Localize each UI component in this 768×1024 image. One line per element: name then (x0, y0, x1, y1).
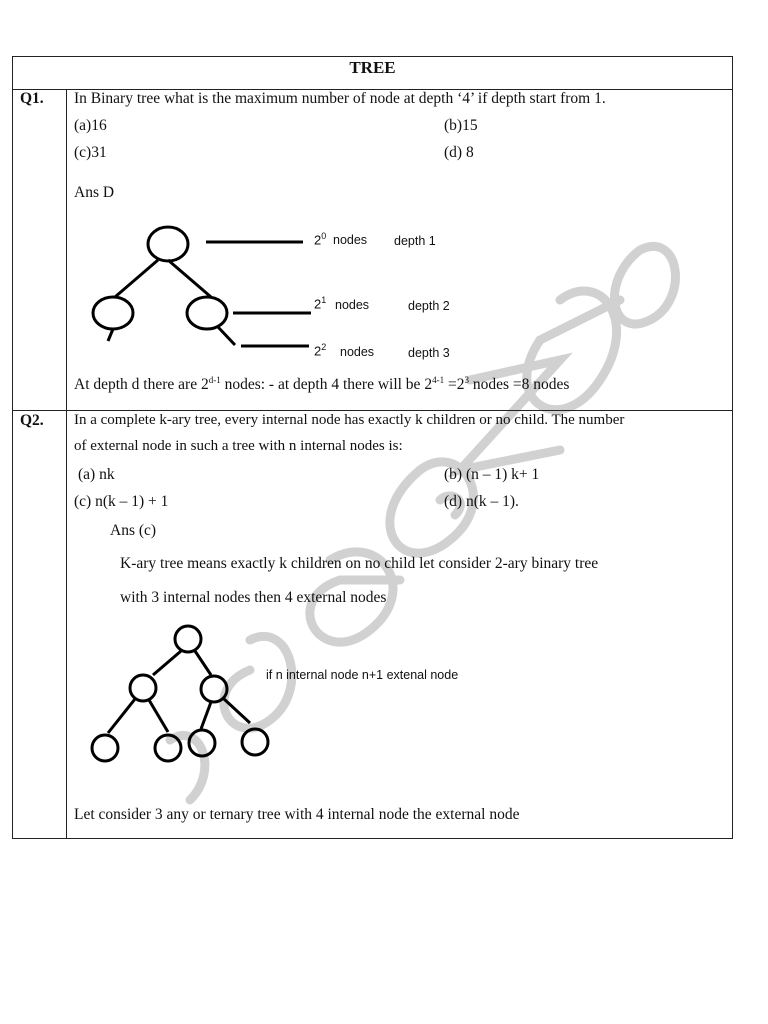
q1-question: In Binary tree what is the maximum number of node at depth ‘4’ if depth start from 1. (74, 90, 606, 107)
q2-number: Q2. (20, 412, 44, 429)
depth3-nodes-label: nodes (340, 345, 375, 359)
q2-option-b: (b) (n – 1) k+ 1 (444, 466, 540, 483)
divider (13, 410, 732, 411)
tree-node (92, 735, 118, 761)
q2-final-line: Let consider 3 any or ternary tree with 4 internal node the external node (74, 806, 520, 823)
depth2-power: $2^1$ (314, 295, 327, 312)
q1-explanation: At depth d there are 2$^{d-1}$ nodes: - at depth 4 there will be $2^{4-1} =2^3$ nodes =8 nodes (74, 375, 570, 394)
depth1-power: $2^0$ (314, 231, 327, 248)
q2-binary-tree-diagram (83, 617, 283, 767)
tree-node (201, 676, 227, 702)
q1-option-d: (d) 8 (444, 144, 474, 161)
depth3-label: depth 3 (408, 346, 450, 360)
question-table (12, 56, 733, 839)
tree-node (148, 227, 188, 261)
q2-option-c: (c) n(k – 1) + 1 (74, 493, 169, 510)
q2-explanation-line2: with 3 internal nodes then 4 external nodes (120, 589, 387, 606)
q2-explanation-line1: K-ary tree means exactly k children on no child let consider 2-ary binary tree (120, 555, 599, 572)
q1-option-b: (b)15 (444, 117, 478, 134)
q2-option-a: (a) nk (78, 466, 115, 483)
q2-question-line2: of external node in such a tree with n internal nodes is: (74, 438, 403, 454)
depth1-label: depth 1 (394, 234, 436, 248)
column-divider (66, 89, 67, 838)
tree-node (175, 626, 201, 652)
q1-number: Q1. (20, 90, 44, 107)
tree-node (155, 735, 181, 761)
q2-answer: Ans (c) (110, 522, 157, 539)
tree-node (189, 730, 215, 756)
depth3-power: $2^2$ (314, 342, 327, 359)
q1-option-a: (a)16 (74, 117, 107, 134)
tree-node (187, 297, 227, 329)
depth1-nodes-label: nodes (333, 233, 368, 247)
q2-option-d: (d) n(k – 1). (444, 493, 519, 510)
depth2-label: depth 2 (408, 299, 450, 313)
q1-answer: Ans D (74, 184, 115, 201)
tree-node (93, 297, 133, 329)
tree-node (242, 729, 268, 755)
document-title: TREE (349, 58, 396, 77)
q1-option-c: (c)31 (74, 144, 107, 161)
depth2-nodes-label: nodes (335, 298, 370, 312)
q2-diagram-note: if n internal node n+1 extenal node (266, 668, 459, 682)
tree-node (130, 675, 156, 701)
q2-question-line1: In a complete k-ary tree, every internal node has exactly k children or no child. The number (74, 412, 625, 428)
